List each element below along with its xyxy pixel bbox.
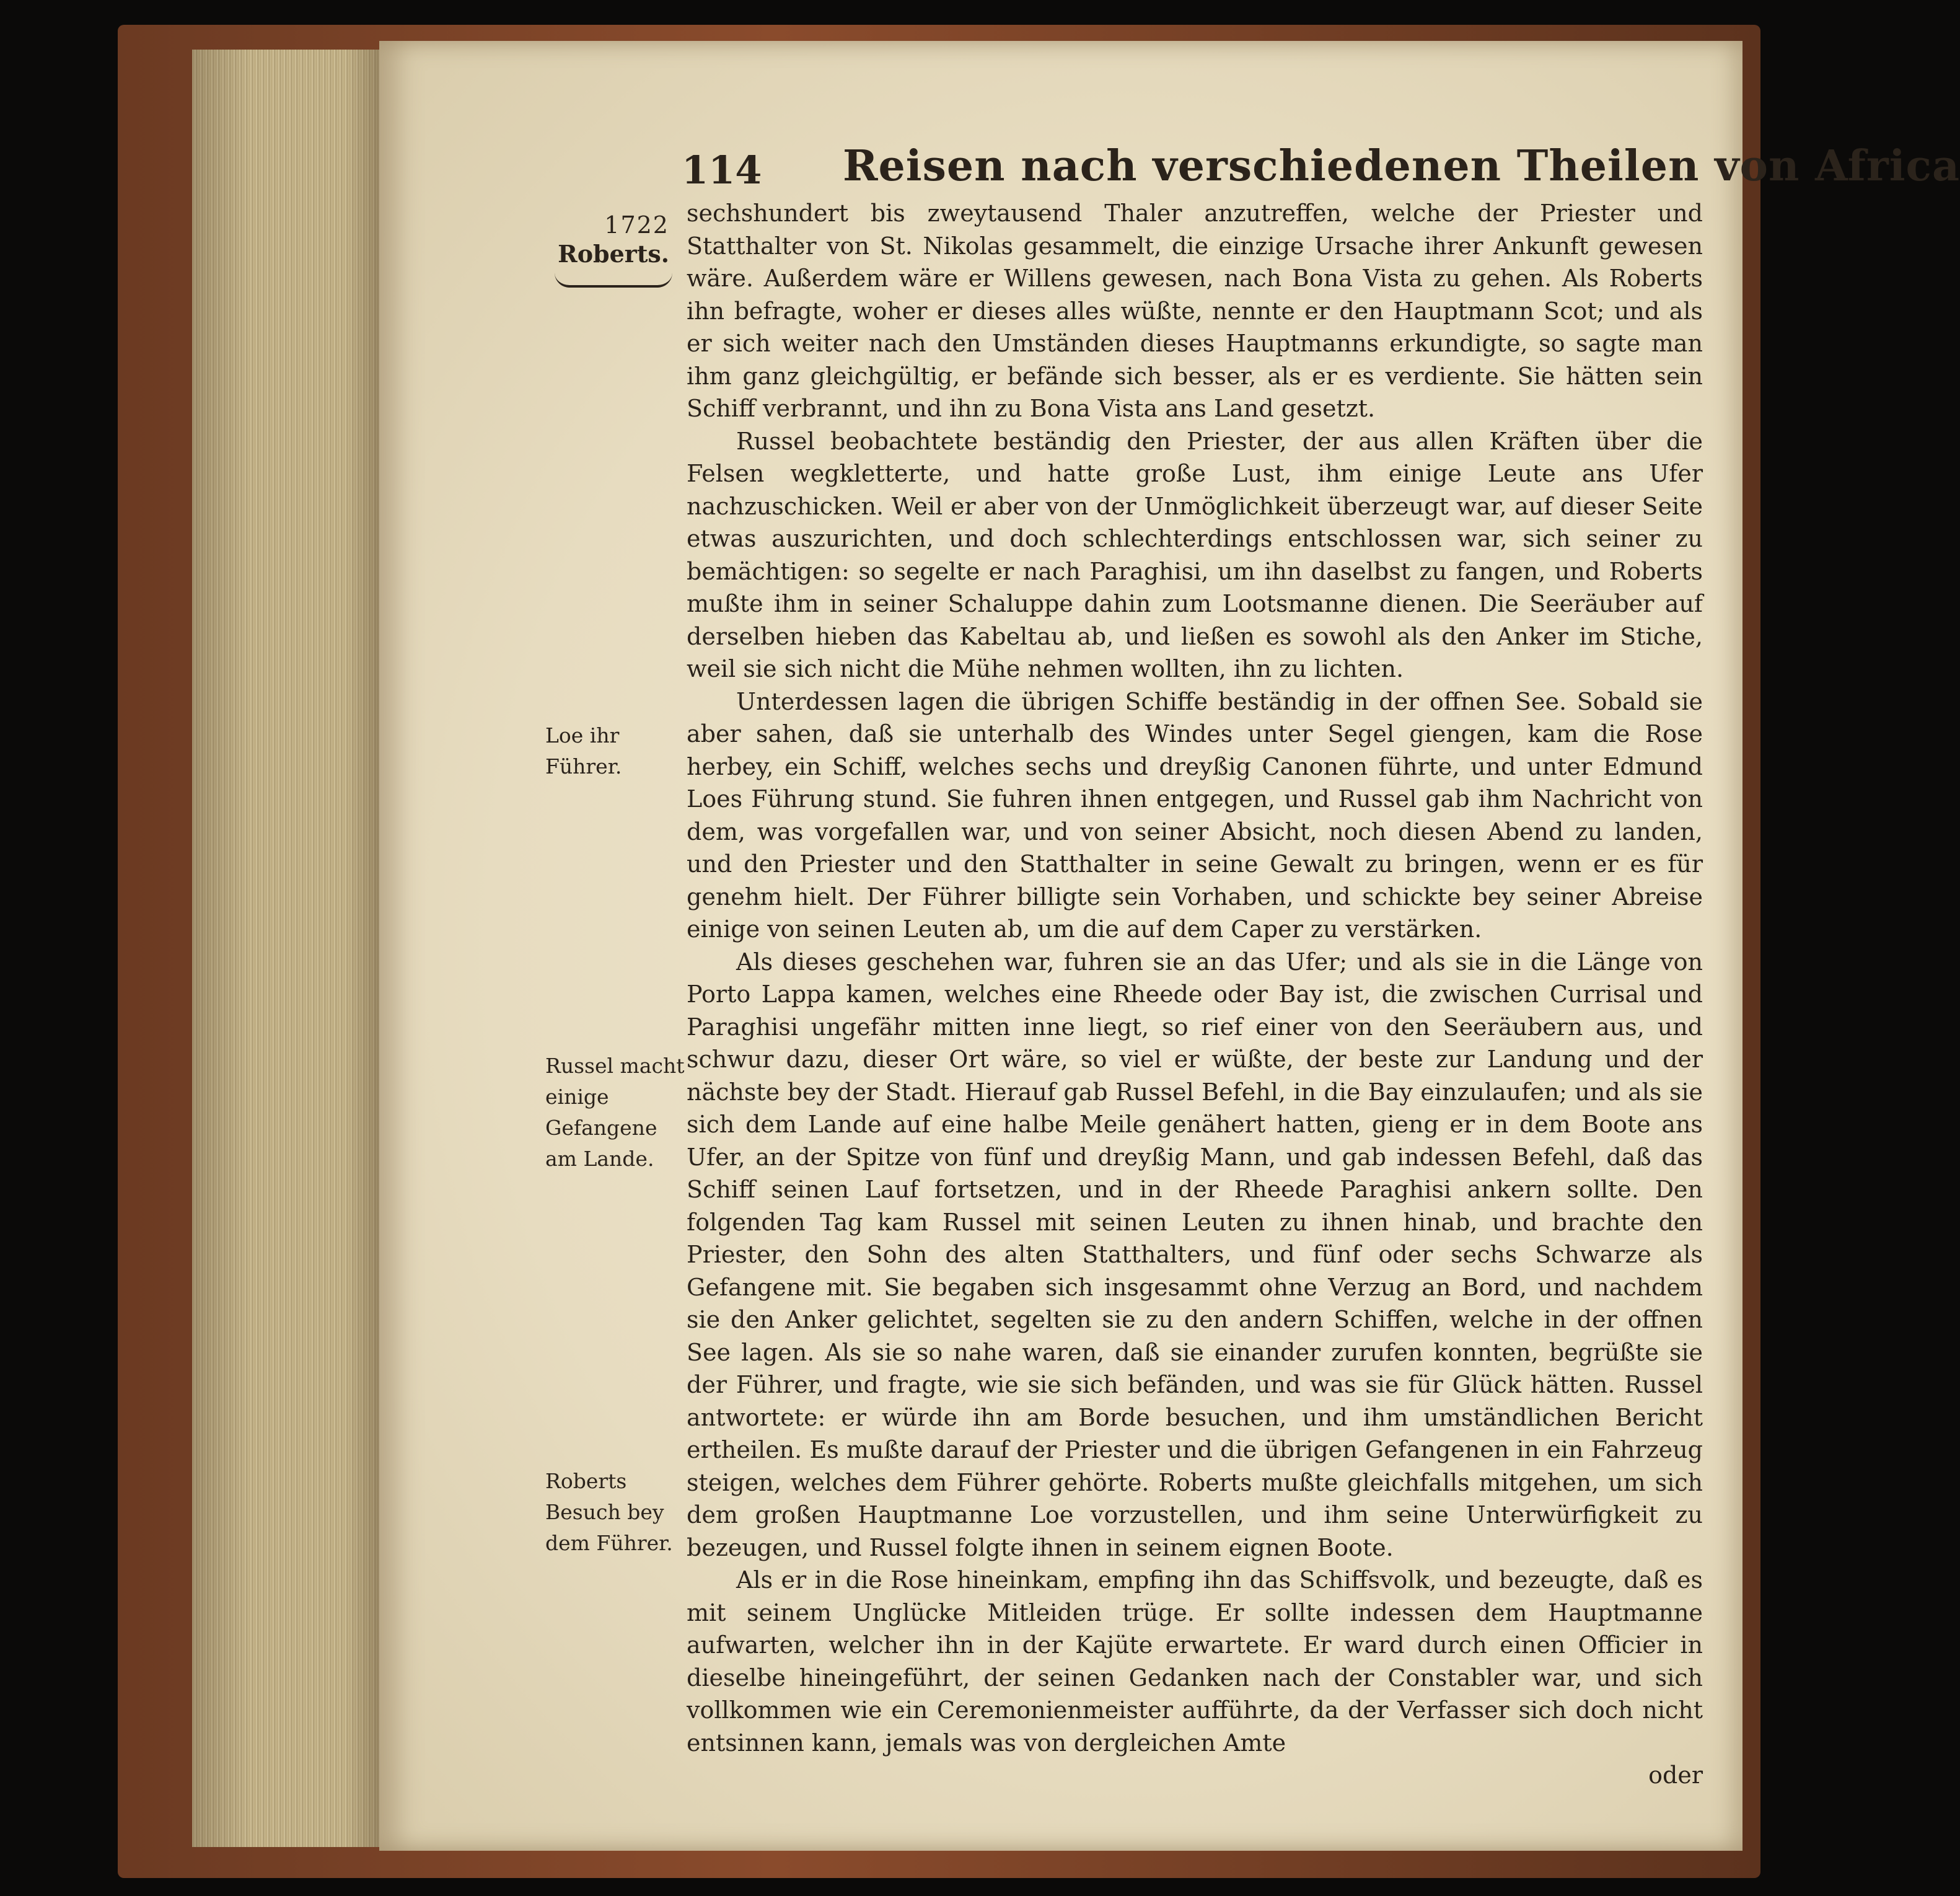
margin-brace-ornament [555, 273, 672, 288]
paragraph: Als er in die Rose hineinkam, empfing ihn das Schiffsvolk, und bezeugte, daß es mit seinem Unglücke Mitleiden trüge. Er sollte indessen dem Hauptmanne aufwarten, welcher ihn in der Kajüte erwartete. Er ward durch einen Officier in dieselbe hineingeführt, der seinen Gedanken nach der Constabler war, und sich vollkommen wie ein Ceremonienmeister aufführte, da der Verfasser sich doch nicht entsinnen kann, jemals was von dergleichen Amte [687, 1566, 1703, 1757]
paragraph: Russel beobachtete beständig den Priester, der aus allen Kräften über die Felsen wegkletterte, und hatte große Lust, ihm einige Leute ans Ufer nachzuschicken. Weil er aber von der Unmöglichkeit überzeugt war, auf dieser Seite etwas auszurichten, und doch schlechterdings entschlossen war, sich seiner zu bemächtigen: so segelte er nach Paraghisi, um ihn daselbst zu fangen, und Roberts mußte ihm in seiner Schaluppe dahin zum Lootsmanne dienen. Die Seeräuber auf derselben hieben das Kabeltau ab, und ließen es sowohl als den Anker im Stiche, weil sie sich nicht die Mühe nehmen wollten, ihn zu lichten. [687, 427, 1703, 682]
body-text [687, 197, 1703, 1792]
margin-year: 1722 [604, 211, 669, 239]
margin-note: Russel macht einige Gefangene am Lande. [545, 1054, 685, 1171]
catchword: oder [1648, 1762, 1703, 1789]
paragraph: Als dieses geschehen war, fuhren sie an das Ufer; und als sie in die Länge von Porto Lappa kamen, welches eine Rheede oder Bay ist, die zwischen Currisal und Paraghisi ungefähr mitten inne liegt, so rief einer von den Seeräubern aus, und schwur dazu, dieser Ort wäre, so viel er wüßte, der beste zur Landung und der nächste bey der Stadt. Hierauf gab Russel Befehl, in die Bay einzulaufen; und als sie sich dem Lande auf eine halbe Meile genähert hatten, gieng er in dem Boote ans Ufer, an der Spitze von fünf und dreyßig Mann, und gab indessen Befehl, daß das Schiff seinen Lauf fortsetzen, und in der Rheede Paraghisi ankern sollte. Den folgenden Tag kam Russel mit seinen Leuten zu ihnen hinab, und brachte den Priester, den Sohn des alten Statthalters, und fünf oder sechs Schwarze als Gefangene mit. Sie begaben sich insgesammt ohne Verzug an Bord, und nachdem sie den Anker gelichtet, segelten sie zu den andern Schiffen, welche in der offnen See lagen. Als sie so nahe waren, daß sie einander zurufen konnten, begrüßte sie der Führer, und fragte, wie sie sich befänden, und was sie für Glück hätten. Russel antwortete: er würde ihn am Borde besuchen, und ihm umständlichen Bericht ertheilen. Es mußte darauf der Priester und die übrigen Gefangenen in ein Fahrzeug steigen, welches dem Führer gehörte. Roberts mußte gleichfalls mitgehen, um sich dem großen Hauptmanne Loe vorzustellen, und ihm seine Unterwürfigkeit zu bezeugen, und Russel folgte ihnen in seinem eignen Boote. [687, 948, 1703, 1561]
margin-note: Roberts Besuch bey dem Führer. [545, 1469, 673, 1555]
margin-note: Loe ihr Führer. [545, 723, 622, 778]
paragraph: sechshundert bis zweytausend Thaler anzutreffen, welche der Priester und Statthalter von St. Nikolas gesammelt, die einzige Ursache ihrer Ankunft gewesen wäre. Außerdem wäre er Willens gewesen, nach Bona Vista zu gehen. Als Roberts ihn befragte, woher er dieses alles wüßte, nennte er den Hauptmann Scot; und als er sich weiter nach den Umständen dieses Hauptmanns erkundigte, so sagte man ihm ganz gleichgültig, er befände sich besser, als er es verdiente. Sie hätten sein Schiff verbrannt, und ihn zu Bona Vista ans Land gesetzt. [687, 200, 1703, 422]
margin-name: Roberts. [558, 240, 669, 268]
running-title: Reisen nach verschiedenen Theilen von Africa [843, 141, 1960, 191]
paragraph: Unterdessen lagen die übrigen Schiffe beständig in der offnen See. Sobald sie aber sahen, daß sie unterhalb des Windes unter Segel giengen, kam die Rose herbey, ein Schiff, welches sechs und dreyßig Canonen führte, und unter Edmund Loes Führung stund. Sie fuhren ihnen entgegen, und Russel gab ihm Nachricht von dem, was vorgefallen war, und von seiner Absicht, noch diesen Abend zu landen, und den Priester und den Statthalter in seine Gewalt zu bringen, wenn er es für genehm hielt. Der Führer billigte sein Vorhaben, und schickte bey seiner Abreise einige von seinen Leuten ab, um die auf dem Caper zu verstärken. [687, 687, 1703, 943]
page-number: 114 [682, 148, 762, 193]
page-header [682, 141, 1960, 197]
page-edges [192, 50, 384, 1847]
